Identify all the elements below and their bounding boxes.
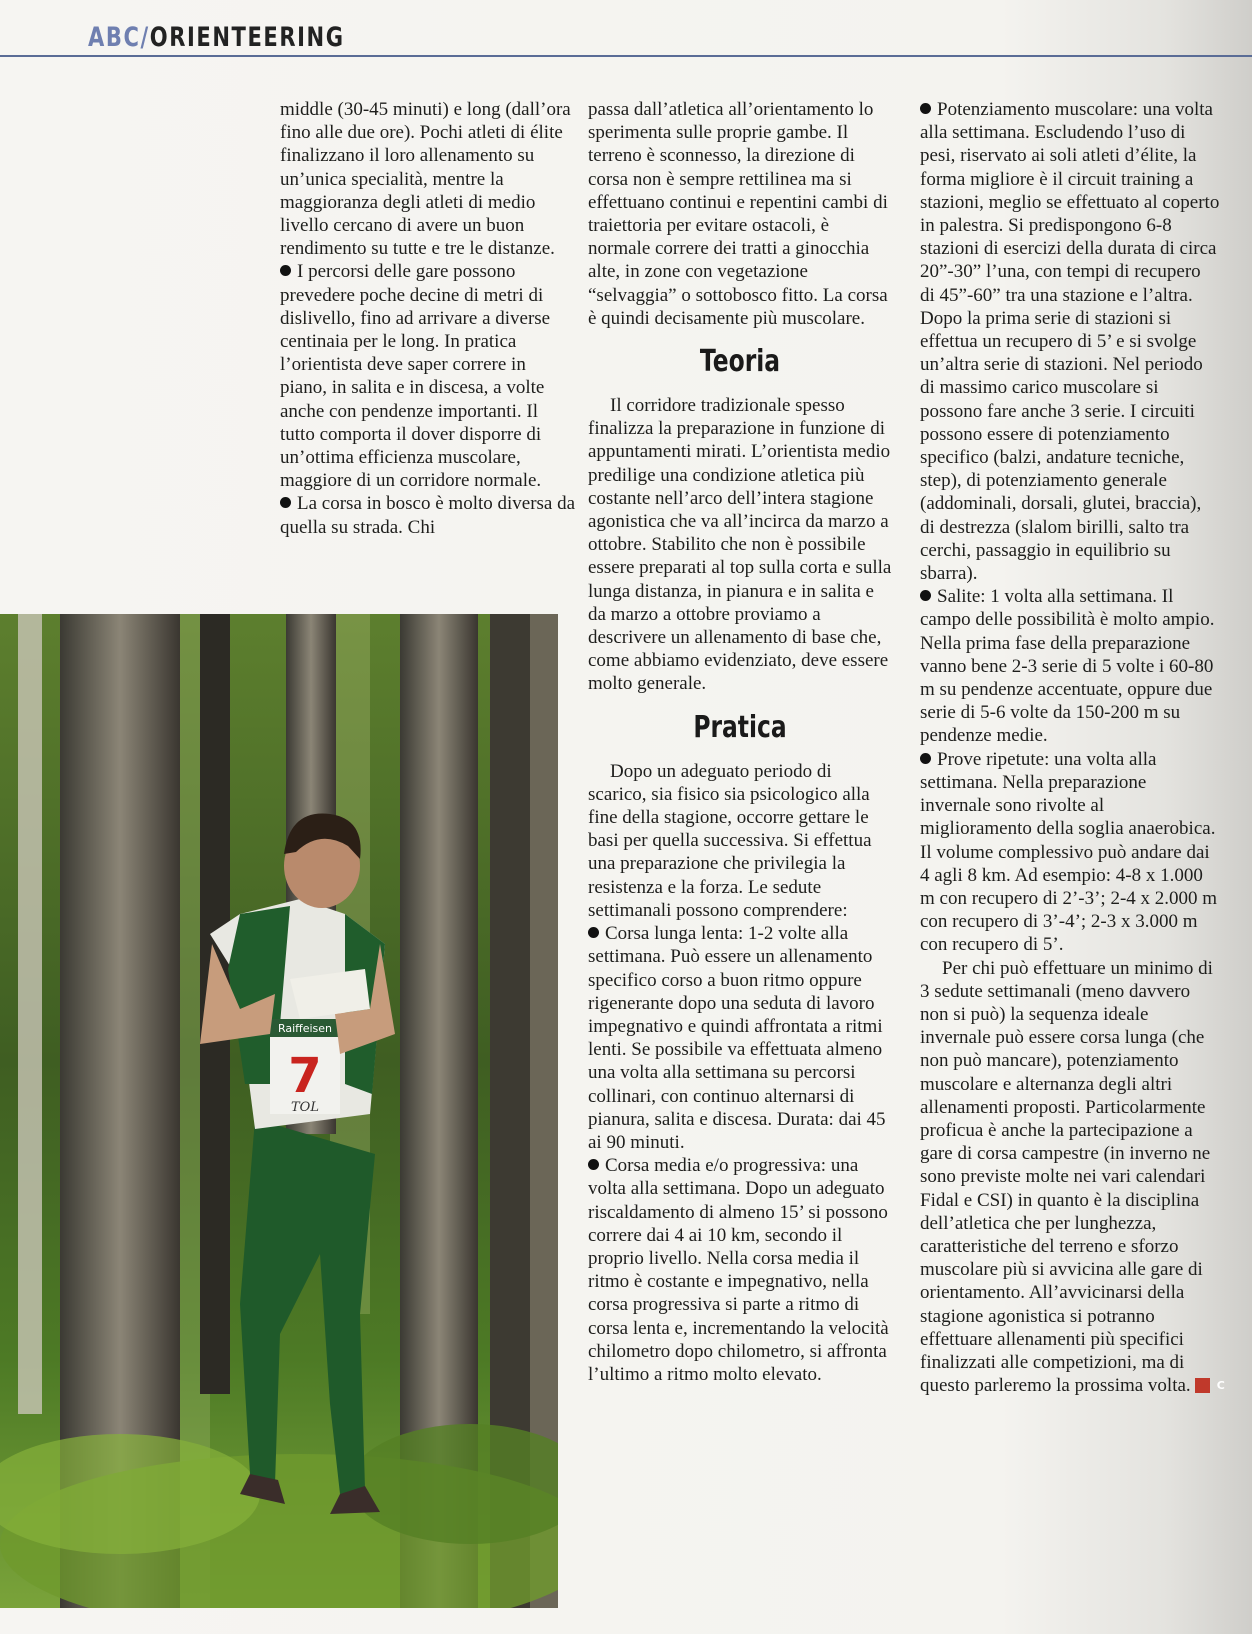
col2-paragraph-1: passa dall’atletica all’orientamento lo sperimenta sulle proprie gambe. Il terreno è sconnesso, la direzione di corsa non è sempre rettilinea ma si effettuano continui e repentini cambi di traiettoria per evitare ostacoli, è normale correre dei tratti a ginocchia alte, in zone con vegetazione “selvaggia” o sottobosco fitto. La corsa è quindi decisamente più muscolare.	[588, 99, 888, 329]
col1-bullet-1: I percorsi delle gare possono prevedere poche decine di metri di dislivello, fino ad arrivare a diverse centinaia per le long. In pratica l’orientista deve saper correre in piano, in salita e in discesa, a volte anche con pendenze importanti. Il tutto comporta il dover disporre di un’ottima efficienza muscolare, maggiore di un corridore normale.	[280, 261, 551, 492]
bullet-icon	[280, 265, 291, 276]
bib-number: 7	[288, 1048, 322, 1104]
col3-bullet-2: Salite: 1 volta alla settimana. Il campo delle possibilità è molto ampio. Nella prima fase della preparazione vanno bene 2-3 serie di 5 volte i 60-80 m su pendenze accentuate, oppure due serie di 5-6 volte da 150-200 m su pendenze medie.	[920, 586, 1215, 747]
col2-bullet-1: Corsa lunga lenta: 1-2 volte alla settimana. Può essere un allenamento specifico corso a buon ritmo oppure rigenerante dopo una seduta di lavoro impegnativo e quindi affrontata a ritmi lenti. Se possibile va effettuata almeno una volta alla settimana su percorsi collinari, con continuo alternarsi di pianura, salita e discesa. Durata: dai 45 ai 90 minuti.	[588, 923, 886, 1153]
header-abc: ABC	[88, 22, 141, 53]
section-header	[88, 18, 345, 58]
bullet-icon	[920, 590, 931, 601]
heading-teoria: Teoria	[699, 344, 781, 380]
column-3	[920, 98, 1225, 1397]
bullet-icon	[920, 753, 931, 764]
header-slash: /	[140, 22, 150, 53]
bib-bottom-text: TOL	[291, 1100, 319, 1115]
header-topic: ORIENTEERING	[149, 22, 345, 53]
col1-paragraph-1: middle (30-45 minuti) e long (dall’ora fino alle due ore). Pochi atleti di élite finalizzano il loro allenamento su un’unica specialità, mentre la maggioranza degli atleti di medio livello cercano di avere un buon rendimento su tutte e tre le distanze.	[280, 99, 571, 260]
col2-bullet-2: Corsa media e/o progressiva: una volta alla settimana. Dopo un adeguato riscaldamento di almeno 15’ si possono correre dai 4 ai 10 km, secondo il proprio livello. Nella corsa media il ritmo è costante e impegnativo, nella corsa progressiva si parte a ritmo di corsa lenta e, incrementando la velocità chilometro dopo chilometro, si affronta l’ultimo a ritmo molto elevato.	[588, 1155, 889, 1385]
col2-paragraph-pratica: Dopo un adeguato periodo di scarico, sia fisico sia psicologico alla fine della stagione, occorre gettare le basi per quella successiva. Si effettua una preparazione che privilegia la resistenza e la forza. Le sedute settimanali possono comprendere:	[588, 760, 872, 921]
col3-paragraph-final: Per chi può effettuare un minimo di 3 sedute settimanali (meno davvero non si può) la sequenza ideale invernale può essere corsa lunga (che non può mancare), potenziamento muscolare e alternanza degli altri allenamenti proposti. Particolarmente proficua è anche la partecipazione a gare di corsa campestre (in inverno ne sono previste molte nei vari calendari Fidal e CSI) in quanto è la disciplina dell’atletica che per lunghezza, caratteristiche del terreno e sforzo muscolare più si avvicina alle gare di orientamento. All’avvicinarsi della stagione agonistica si potranno effettuare allenamenti più specifici finalizzati alle competizioni, ma di questo parleremo la prossima volta. C	[920, 957, 1225, 1397]
forest-runner-illustration	[0, 614, 558, 1608]
bullet-icon	[588, 1159, 599, 1170]
bullet-icon	[280, 497, 291, 508]
col3-bullet-3: Prove ripetute: una volta alla settimana. Nella preparazione invernale sono rivolte al miglioramento della soglia anaerobica. Il volume complessivo può andare dai 4 agli 8 km. Ad esempio: 4-8 x 1.000 m con recupero di 2’-3’; 2-4 x 2.000 m con recupero di 3’-4’; 2-3 x 3.000 m con recupero di 5’.	[920, 748, 1218, 956]
heading-pratica: Pratica	[693, 709, 787, 745]
orienteering-photo	[0, 614, 558, 1608]
end-of-article-icon: C	[1195, 1378, 1210, 1393]
bullet-icon	[588, 927, 599, 938]
bib-sponsor: Raiffeisen	[277, 1022, 333, 1035]
bullet-icon	[920, 103, 931, 114]
column-2	[588, 98, 892, 1386]
header-rule	[0, 55, 1252, 57]
col3-bullet-1: Potenziamento muscolare: una volta alla settimana. Escludendo l’uso di pesi, riservato ai soli atleti d’élite, la forma migliore è il circuit training a stazioni, meglio se effettuato al coperto in palestra. Si predispongono 6-8 stazioni di esercizi della durata di circa 20”-30” l’una, con tempi di recupero di 45”-60” tra una stazione e l’altra. Dopo la prima serie di stazioni si effettua un recupero di 5’ e si svolge un’altra serie di stazioni. Nel periodo di massimo carico muscolare si possono fare anche 3 serie. I circuiti possono essere di potenziamento specifico (balzi, andature tecniche, step), di potenziamento generale (addominali, dorsali, glutei, braccia), di destrezza (slalom birilli, salto tra cerchi, passaggio in equilibrio su sbarra).	[920, 99, 1220, 585]
column-1	[280, 98, 576, 539]
col1-bullet-2: La corsa in bosco è molto diversa da quella su strada. Chi	[280, 493, 576, 538]
col2-paragraph-teoria: Il corridore tradizionale spesso finalizza la preparazione in funzione di appuntamenti mirati. L’orientista medio predilige una condizione atletica più costante nell’arco dell’intera stagione agonistica che va all’incirca da marzo a ottobre. Stabilito che non è possibile essere preparati al top sulla corta e sulla lunga distanza, in pianura e in salita e da marzo a ottobre proviamo a descrivere un allenamento di base che, come abbiamo evidenziato, deve essere molto generale.	[588, 395, 892, 695]
